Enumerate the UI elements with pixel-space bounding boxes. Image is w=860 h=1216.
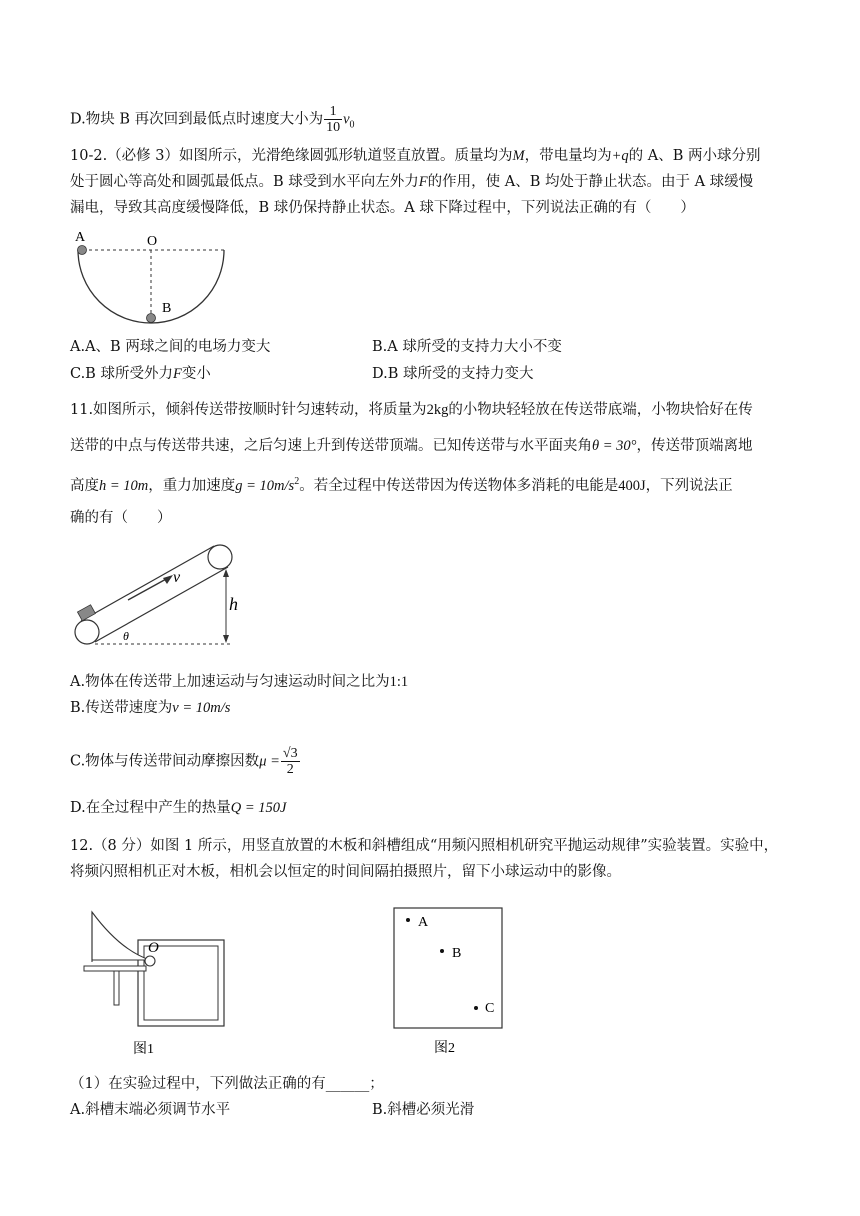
q12-stem-line2: 将频闪照相机正对木板，相机会以恒定的时间间隔拍摄照片，留下小球运动中的影像。 bbox=[70, 864, 621, 880]
point-c bbox=[474, 1006, 478, 1010]
q12-sub-question-1: （1）在实验过程中，下列做法正确的有______； bbox=[70, 1076, 384, 1092]
q10-1-option-d: D.物块 B 再次回到最低点时速度大小为 $\frac{1}{10}$ $v_0$ bbox=[70, 104, 355, 135]
block bbox=[77, 605, 95, 621]
q10-2-stem-line2: 处于圆心等高处和圆弧最低点。B 球受到水平向左外力F的作用，使 A、B 均处于静止状态。由于 A 球缓慢 bbox=[70, 174, 754, 190]
q12-figure-1 bbox=[80, 910, 230, 1060]
label-theta: θ bbox=[123, 629, 129, 643]
q11-stem-line3: 高度h = 10m，重力加速度$g = 10m/s^2$。若全过程中传送带因为传送物体多消耗的电能是400J，下列说法正 bbox=[70, 476, 733, 494]
ball bbox=[145, 956, 155, 966]
label-a: A bbox=[75, 230, 86, 245]
label-o: O bbox=[147, 234, 158, 249]
label-a: A bbox=[418, 915, 429, 930]
caption-fig2: 图2 bbox=[434, 1041, 455, 1056]
bottom-pulley bbox=[75, 620, 99, 644]
q11-option-d: D.在全过程中产生的热量Q = 150J bbox=[70, 800, 287, 816]
q12-stem-line1: 12.（8 分）如图 1 所示，用竖直放置的木板和斜槽组成“用频闪照相机研究平抛运动规律”实验装置。实验中， bbox=[70, 838, 779, 854]
label-b: B bbox=[452, 946, 462, 961]
q10-2-stem-line3: 漏电，导致其高度缓慢降低，B 球仍保持静止状态。A 球下降过程中，下列说法正确的有（ ） bbox=[70, 200, 695, 216]
q10-2-figure bbox=[66, 226, 236, 330]
height-arrow-up bbox=[223, 569, 229, 577]
velocity-arrow bbox=[128, 578, 168, 600]
velocity-arrowhead bbox=[163, 575, 173, 584]
chute bbox=[92, 912, 150, 960]
q12-figure-2 bbox=[390, 904, 510, 1060]
height-arrow-down bbox=[223, 635, 229, 643]
ball-a bbox=[78, 246, 87, 255]
q12-option-a: A.斜槽末端必须调节水平 bbox=[70, 1102, 231, 1118]
belt-lower-edge bbox=[95, 567, 228, 642]
caption-fig1: 图1 bbox=[133, 1042, 154, 1057]
q10-2-option-b: B.A 球所受的支持力大小不变 bbox=[372, 339, 562, 355]
q10-2-stem-line1: 10-2.（必修 3）如图所示，光滑绝缘圆弧形轨道竖直放置。质量均为M，带电量均为+q的 A、B 两小球分别 bbox=[70, 148, 761, 164]
q11-figure bbox=[70, 538, 260, 650]
label-b: B bbox=[162, 301, 172, 316]
q11-stem-line2: 送带的中点与传送带共速，之后匀速上升到传送带顶端。已知传送带与水平面夹角θ = 30°，传送带顶端离地 bbox=[70, 438, 753, 454]
q11-stem-line1: 11.如图所示，倾斜传送带按顺时针匀速转动，将质量为2kg的小物块轻轻放在传送带底端，小物块恰好在传 bbox=[70, 402, 753, 418]
board-inner bbox=[144, 946, 218, 1020]
q12-option-b: B.斜槽必须光滑 bbox=[372, 1102, 475, 1118]
q10-2-option-c: C.B 球所受外力F变小 bbox=[70, 366, 211, 382]
label-v: v bbox=[173, 569, 181, 586]
table-top bbox=[84, 966, 146, 971]
point-b bbox=[440, 949, 444, 953]
label-c: C bbox=[485, 1001, 495, 1016]
point-a bbox=[406, 918, 410, 922]
q10-2-option-a: A.A、B 两球之间的电场力变大 bbox=[70, 339, 271, 355]
table-leg bbox=[114, 971, 119, 1005]
label-o: O bbox=[148, 940, 159, 956]
q11-option-a: A.物体在传送带上加速运动与匀速运动时间之比为1:1 bbox=[70, 674, 409, 690]
top-pulley bbox=[208, 545, 232, 569]
label-h: h bbox=[229, 594, 238, 614]
belt-upper-edge bbox=[81, 546, 214, 621]
fraction: $\frac{1}{10}$ bbox=[326, 104, 341, 135]
q11-option-b: B.传送带速度为v = 10m/s bbox=[70, 700, 231, 716]
fraction: $\frac{√3}{2}$ bbox=[282, 746, 298, 777]
q11-option-c: C.物体与传送带间动摩擦因数μ = $\frac{√3}{2}$ bbox=[70, 746, 298, 777]
ball-b bbox=[147, 314, 156, 323]
q10-2-option-d: D.B 球所受的支持力变大 bbox=[372, 366, 534, 382]
q11-stem-line4: 确的有（ ） bbox=[70, 510, 172, 526]
